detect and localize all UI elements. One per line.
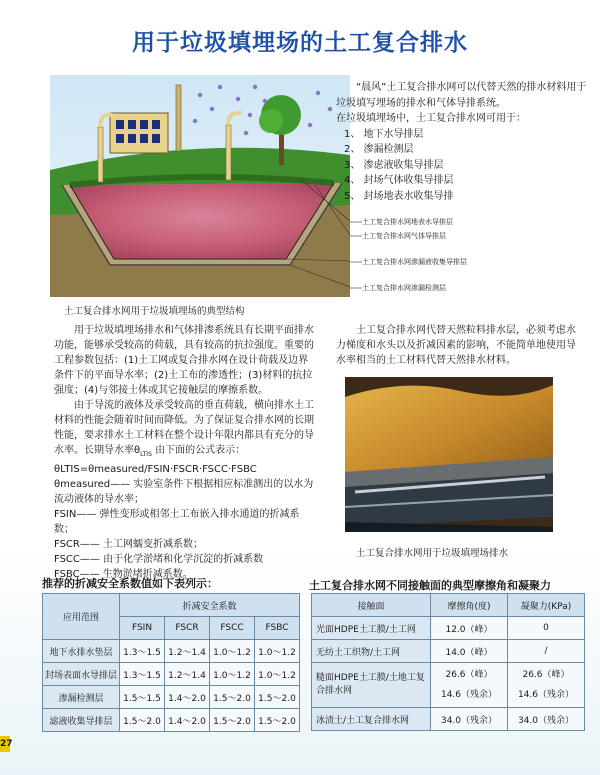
left-text: [54, 323, 316, 582]
usage-list: [336, 127, 588, 205]
list-item: 2、 渗漏检测层: [344, 144, 414, 155]
page-title: 用于垃圾填埋场的土工复合排水: [132, 30, 468, 56]
col-fsin: FSIN: [120, 617, 165, 640]
table-row: 封场表面水导排层 1.3～1.5 1.2～1.4 1.0～1.2 1.0～1.2: [43, 663, 300, 686]
header-scope: 应用范围: [43, 594, 120, 640]
paragraph-1: 用于垃圾填埋场排水和气体排渗系统具有长期平面排水功能，能够承受较高的荷载，具有较高的抗拉强度。重要的工程参数包括：(1)土工网或复合排水网在设计荷载及边界条件下的平面导水率；(2)土工布的渗透性；(3)材料的抗拉强度；(4)与邻接土体或其它接触层的摩擦系数。: [54, 325, 314, 396]
table1-title: 推荐的折减安全系数值如下表列示：: [42, 577, 218, 590]
table-row: 滤液收集导排层 1.5～2.0 1.4～2.0 1.5～2.0 1.5～2.0: [43, 709, 300, 732]
list-item: 4、 封场气体收集导排层: [344, 175, 454, 186]
table-row: 渗漏检测层 1.5～1.5 1.4～2.0 1.5～2.0 1.5～2.0: [43, 686, 300, 709]
list-item: 3、 渗虑液收集导排层: [344, 159, 444, 171]
definition: FSIN—— 弹性变形或相邻土工布嵌入排水通道的折减系数；: [54, 509, 300, 535]
paragraph-2: 由于导流的液体及承受较高的垂直荷载，横向排水土工材料的性能会随着时间而降低。为了保证复合排水网的长期性能，要求排水土工材料在整个设计年限内都具有充分的导水率。长期导水率$\theta_{LTIS}$ 由下面的公式表示：: [54, 400, 314, 458]
table-row: 无纺土工织物/土工网 14.0（峰） /: [312, 640, 585, 663]
definition: FSCC—— 由于化学淤堵和化学沉淀的折减系数: [54, 554, 264, 565]
table-row: 地下水排水垫层 1.3～1.5 1.2～1.4 1.0～1.2 1.0～1.2: [43, 640, 300, 663]
col-fsbc: FSBC: [255, 617, 300, 640]
callout-leaders: [350, 218, 364, 298]
intro-paragraph: “晨风”土工复合排水网可以代替天然的排水材料用于垃圾填写埋场的排水和气体导排系统。: [336, 82, 587, 109]
formula: θLTIS=θmeasured/FSIN·FSCR·FSCC·FSBC: [54, 464, 257, 475]
definition: FSBC—— 生物淤堵折减系数。: [54, 569, 193, 580]
landfill-photo: [345, 377, 553, 532]
callout-leak-detection: 土工复合排水网渗漏检测层: [362, 284, 446, 292]
col-cohesion: 凝聚力(KPa): [508, 594, 585, 617]
table-row: 冰渍土/土工复合排水网 34.0（残余） 34.0（残余）: [312, 708, 585, 731]
safety-factor-table: [42, 593, 300, 732]
callout-leachate: 土工复合排水网渗漏液收集导排层: [362, 258, 467, 266]
col-fscc: FSCC: [210, 617, 255, 640]
photo-caption: 土工复合排水网用于垃圾填埋场排水: [356, 548, 509, 559]
table-row: 光面HDPE土工膜/土工网 12.0（峰） 0: [312, 617, 585, 640]
col-interface: 接触面: [312, 594, 431, 617]
table-row: 糙面HDPE土工膜/土地工复合排水网 26.6（峰） 14.6（残余） 26.6（峰） 14.6（残余）: [312, 663, 585, 708]
intro-lead: 在垃圾填埋场中，土工复合排水网可用于：: [336, 113, 526, 124]
list-item: 1、 地下水导排层: [344, 128, 424, 140]
col-fscr: FSCR: [165, 617, 210, 640]
right-paragraph: 土工复合排水网代替天然粒料排水层，必须考虑水力梯度和水头以及折减因素的影响，不能简单地使用导水率相当的土工材料代替天然排水材料。: [336, 325, 576, 366]
definition: FSCR—— 土工网蠕变折减系数；: [54, 539, 204, 550]
callout-surface-water: 土工复合排水网地表水导排层: [362, 218, 453, 226]
diagram-caption: 土工复合排水网用于垃圾填埋场的典型结构: [64, 306, 245, 317]
page-number: 27: [0, 736, 10, 752]
callout-gas: 土工复合排水网气体导排层: [362, 232, 446, 240]
landfill-diagram: [50, 75, 350, 297]
definition: θmeasured—— 实验室条件下根据相应标准测出的以水为流动液体的导水率；: [54, 479, 314, 505]
right-text: [336, 323, 582, 368]
table2-title: 土工复合排水网不同接触面的典型摩擦角和凝聚力: [309, 579, 551, 592]
intro-block: [336, 80, 588, 204]
friction-table: [311, 593, 585, 731]
header-group: 折减安全系数: [120, 594, 300, 617]
col-friction-angle: 摩擦角(度): [431, 594, 508, 617]
list-item: 5、 封场地表水收集导排: [344, 190, 454, 202]
